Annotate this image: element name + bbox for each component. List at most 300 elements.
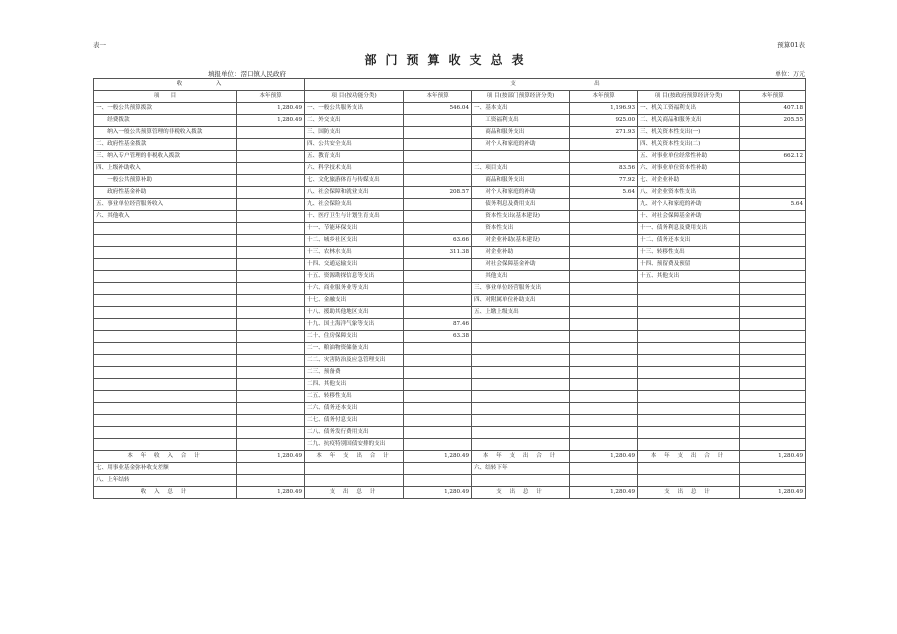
budget-amount-cell (570, 391, 638, 403)
column-header: 项 目(按部门预算经济分类) (472, 91, 570, 103)
item-name-cell: 二三、预备费 (305, 367, 404, 379)
table-row (94, 439, 806, 451)
item-name-cell: 支 出 总 计 (305, 487, 404, 499)
item-name-cell (638, 367, 740, 379)
budget-amount-cell (740, 247, 806, 259)
item-name-cell: 十九、国土海洋气象等支出 (305, 319, 404, 331)
budget-amount-cell (404, 115, 472, 127)
item-name-cell: 十三、转移性支出 (638, 247, 740, 259)
item-name-cell (472, 403, 570, 415)
table-row (94, 295, 806, 307)
column-header: 项 目(按政府预算经济分类) (638, 91, 740, 103)
budget-amount-cell (404, 163, 472, 175)
item-name-cell: 纳入一般公共预算管理的非税收入拨款 (94, 127, 237, 139)
budget-amount-cell: 208.57 (404, 187, 472, 199)
item-name-cell: 六、其他收入 (94, 211, 237, 223)
budget-amount-cell (237, 367, 305, 379)
item-name-cell: 十一、债务利息及费用支出 (638, 223, 740, 235)
budget-amount-cell (570, 271, 638, 283)
table-row (94, 379, 806, 391)
item-name-cell (638, 295, 740, 307)
budget-amount-cell (740, 307, 806, 319)
budget-amount-cell (570, 139, 638, 151)
table-row (94, 271, 806, 283)
budget-amount-cell (237, 295, 305, 307)
item-name-cell: 对社会保障基金补助 (472, 259, 570, 271)
item-name-cell: 四、公共安全支出 (305, 139, 404, 151)
budget-amount-cell (237, 427, 305, 439)
item-name-cell: 本 年 支 出 合 计 (305, 451, 404, 463)
item-name-cell: 十七、金融支出 (305, 295, 404, 307)
item-name-cell: 七、文化旅游体育与传媒支出 (305, 175, 404, 187)
budget-amount-cell (740, 367, 806, 379)
item-name-cell: 支 出 总 计 (472, 487, 570, 499)
item-name-cell (94, 415, 237, 427)
item-name-cell: 八、对企业资本性支出 (638, 187, 740, 199)
item-name-cell: 其他支出 (472, 271, 570, 283)
budget-amount-cell: 546.04 (404, 103, 472, 115)
budget-amount-cell (404, 415, 472, 427)
budget-amount-cell (404, 343, 472, 355)
budget-amount-cell (237, 187, 305, 199)
item-name-cell (638, 463, 740, 475)
item-name-cell: 八、社会保障和就业支出 (305, 187, 404, 199)
budget-amount-cell (404, 259, 472, 271)
item-name-cell: 二七、债务付息支出 (305, 415, 404, 427)
budget-amount-cell (404, 271, 472, 283)
item-name-cell: 一、基本支出 (472, 103, 570, 115)
budget-amount-cell (570, 379, 638, 391)
item-name-cell: 六、对事业单位资本性补助 (638, 163, 740, 175)
budget-amount-cell: 1,280.49 (237, 103, 305, 115)
budget-amount-cell (740, 175, 806, 187)
budget-amount-cell (740, 463, 806, 475)
item-name-cell (94, 247, 237, 259)
item-name-cell (638, 415, 740, 427)
item-name-cell: 七、对企业补助 (638, 175, 740, 187)
budget-amount-cell (570, 247, 638, 259)
budget-amount-cell (237, 163, 305, 175)
budget-amount-cell (237, 175, 305, 187)
budget-amount-cell: 1,280.49 (237, 115, 305, 127)
item-name-cell (472, 343, 570, 355)
budget-amount-cell: 83.56 (570, 163, 638, 175)
budget-amount-cell (237, 211, 305, 223)
item-name-cell: 十八、援助其他地区支出 (305, 307, 404, 319)
table-row (94, 199, 806, 211)
item-name-cell: 二二、灾害防治及应急管理支出 (305, 355, 404, 367)
budget-amount-cell (404, 127, 472, 139)
budget-amount-cell: 63.38 (404, 331, 472, 343)
budget-amount-cell (570, 427, 638, 439)
column-header: 项 目 (94, 91, 237, 103)
budget-amount-cell: 5.64 (570, 187, 638, 199)
budget-amount-cell (237, 271, 305, 283)
item-name-cell (638, 439, 740, 451)
budget-amount-cell (570, 463, 638, 475)
table-row (94, 355, 806, 367)
item-name-cell: 八、上年结转 (94, 475, 237, 487)
item-name-cell: 十四、预留费及预留 (638, 259, 740, 271)
item-name-cell: 收 入 总 计 (94, 487, 237, 499)
budget-amount-cell (404, 139, 472, 151)
budget-amount-cell (740, 223, 806, 235)
budget-amount-cell (404, 211, 472, 223)
budget-amount-cell: 205.55 (740, 115, 806, 127)
table-row (94, 283, 806, 295)
item-name-cell: 二、项目支出 (472, 163, 570, 175)
table-row (94, 103, 806, 115)
item-name-cell (305, 463, 404, 475)
item-name-cell (94, 319, 237, 331)
item-name-cell: 六、科学技术支出 (305, 163, 404, 175)
budget-amount-cell (740, 211, 806, 223)
budget-amount-cell (237, 403, 305, 415)
budget-amount-cell: 407.18 (740, 103, 806, 115)
item-name-cell (94, 235, 237, 247)
budget-amount-cell (237, 307, 305, 319)
budget-amount-cell (237, 463, 305, 475)
item-name-cell: 十二、债务还本支出 (638, 235, 740, 247)
item-name-cell: 本 年 支 出 合 计 (638, 451, 740, 463)
budget-amount-cell (740, 259, 806, 271)
budget-amount-cell (570, 331, 638, 343)
item-name-cell: 二六、债务还本支出 (305, 403, 404, 415)
budget-amount-cell (570, 295, 638, 307)
item-name-cell (94, 427, 237, 439)
budget-amount-cell (404, 175, 472, 187)
item-name-cell (638, 283, 740, 295)
item-name-cell (472, 439, 570, 451)
item-name-cell: 一、机关工资福利支出 (638, 103, 740, 115)
table-row (94, 415, 806, 427)
item-name-cell (94, 343, 237, 355)
column-header: 本年预算 (740, 91, 806, 103)
item-name-cell (94, 379, 237, 391)
item-name-cell: 对个人和家庭的补助 (472, 139, 570, 151)
item-name-cell: 对个人和家庭的补助 (472, 187, 570, 199)
item-name-cell (94, 367, 237, 379)
budget-amount-cell (570, 211, 638, 223)
budget-amount-cell: 1,280.49 (237, 487, 305, 499)
budget-amount-cell: 5.64 (740, 199, 806, 211)
table-row (94, 427, 806, 439)
budget-amount-cell: 925.00 (570, 115, 638, 127)
budget-amount-cell (740, 391, 806, 403)
table-row (94, 367, 806, 379)
budget-amount-cell: 271.93 (570, 127, 638, 139)
budget-amount-cell (404, 283, 472, 295)
column-header: 本年预算 (570, 91, 638, 103)
budget-amount-cell (237, 439, 305, 451)
budget-amount-cell (740, 295, 806, 307)
budget-amount-cell (740, 415, 806, 427)
budget-amount-cell (237, 391, 305, 403)
item-name-cell: 九、社会保险支出 (305, 199, 404, 211)
table-code: 预算01表 (777, 41, 805, 49)
item-name-cell (638, 343, 740, 355)
item-name-cell (638, 307, 740, 319)
item-name-cell (638, 331, 740, 343)
item-name-cell: 十、对社会保障基金补助 (638, 211, 740, 223)
budget-table (93, 78, 806, 499)
table-row (94, 475, 806, 487)
item-name-cell: 六、结转下年 (472, 463, 570, 475)
item-name-cell: 十三、农林水支出 (305, 247, 404, 259)
item-name-cell: 十五、资源勘探信息等支出 (305, 271, 404, 283)
budget-amount-cell (570, 199, 638, 211)
budget-amount-cell (570, 223, 638, 235)
budget-amount-cell: 87.46 (404, 319, 472, 331)
item-name-cell (472, 355, 570, 367)
item-name-cell: 五、上缴上级支出 (472, 307, 570, 319)
table-row (94, 211, 806, 223)
item-name-cell (94, 403, 237, 415)
table-row (94, 307, 806, 319)
item-name-cell (638, 319, 740, 331)
budget-amount-cell (740, 271, 806, 283)
budget-amount-cell (570, 403, 638, 415)
table-row (94, 343, 806, 355)
item-name-cell (638, 391, 740, 403)
budget-amount-cell (237, 355, 305, 367)
item-name-cell (638, 379, 740, 391)
item-name-cell (472, 319, 570, 331)
item-name-cell: 二九、抗疫特别国债安排的支出 (305, 439, 404, 451)
item-name-cell: 一般公共预算补助 (94, 175, 237, 187)
budget-amount-cell (570, 415, 638, 427)
table-row (94, 259, 806, 271)
item-name-cell: 商品和服务支出 (472, 175, 570, 187)
item-name-cell (94, 223, 237, 235)
budget-amount-cell (237, 379, 305, 391)
item-name-cell (94, 331, 237, 343)
item-name-cell: 本 年 收 入 合 计 (94, 451, 237, 463)
table-row (94, 235, 806, 247)
item-name-cell (94, 439, 237, 451)
income-section-header: 收 入 (94, 79, 305, 91)
budget-amount-cell (237, 235, 305, 247)
budget-amount-cell: 1,280.49 (570, 451, 638, 463)
budget-amount-cell (237, 259, 305, 271)
budget-amount-cell (570, 319, 638, 331)
budget-amount-cell (404, 379, 472, 391)
item-name-cell (472, 415, 570, 427)
item-name-cell: 一、一般公共服务支出 (305, 103, 404, 115)
item-name-cell: 二、机关商品和服务支出 (638, 115, 740, 127)
budget-amount-cell (404, 427, 472, 439)
item-name-cell: 四、对附属单位补助支出 (472, 295, 570, 307)
budget-amount-cell (740, 283, 806, 295)
item-name-cell (305, 475, 404, 487)
budget-amount-cell: 63.66 (404, 235, 472, 247)
item-name-cell (638, 403, 740, 415)
item-name-cell: 一、一般公共预算拨款 (94, 103, 237, 115)
column-header: 项 目(按功能分类) (305, 91, 404, 103)
budget-amount-cell (237, 343, 305, 355)
item-name-cell (638, 475, 740, 487)
budget-amount-cell (404, 307, 472, 319)
budget-amount-cell (404, 475, 472, 487)
budget-amount-cell (404, 439, 472, 451)
item-name-cell: 三、国防支出 (305, 127, 404, 139)
budget-amount-cell: 1,280.49 (740, 451, 806, 463)
item-name-cell (638, 355, 740, 367)
expense-section-header: 支 出 (305, 79, 806, 91)
table-row (94, 223, 806, 235)
item-name-cell (94, 355, 237, 367)
budget-amount-cell (740, 235, 806, 247)
item-name-cell (94, 295, 237, 307)
budget-amount-cell (740, 163, 806, 175)
item-name-cell: 债务利息及费用支出 (472, 199, 570, 211)
item-name-cell: 二八、债务发行费用支出 (305, 427, 404, 439)
budget-amount-cell (570, 235, 638, 247)
budget-amount-cell (237, 223, 305, 235)
table-row (94, 391, 806, 403)
budget-amount-cell (237, 283, 305, 295)
budget-amount-cell (237, 199, 305, 211)
budget-amount-cell (740, 187, 806, 199)
item-name-cell: 对企业补助(基本建设) (472, 235, 570, 247)
budget-amount-cell (570, 367, 638, 379)
reporting-unit: 填报单位：滘口镇人民政府 (208, 70, 286, 78)
table-row (94, 319, 806, 331)
item-name-cell: 二一、粮油物资储备支出 (305, 343, 404, 355)
item-name-cell: 十四、交通运输支出 (305, 259, 404, 271)
item-name-cell (472, 391, 570, 403)
budget-amount-cell: 311.38 (404, 247, 472, 259)
item-name-cell: 四、上级补助收入 (94, 163, 237, 175)
item-name-cell: 二五、转移性支出 (305, 391, 404, 403)
budget-amount-cell (570, 307, 638, 319)
item-name-cell: 三、机关资本性支出(一) (638, 127, 740, 139)
item-name-cell: 二十、住房保障支出 (305, 331, 404, 343)
budget-amount-cell (570, 343, 638, 355)
page-title: 部门预算收支总表 (364, 53, 533, 67)
item-name-cell: 资本性支出(基本建设) (472, 211, 570, 223)
budget-amount-cell: 1,280.49 (740, 487, 806, 499)
item-name-cell: 十二、城乡社区支出 (305, 235, 404, 247)
item-name-cell (94, 271, 237, 283)
item-name-cell: 五、对事业单位经常性补助 (638, 151, 740, 163)
item-name-cell: 三、纳入专户管理的非税收入拨款 (94, 151, 237, 163)
budget-amount-cell (404, 151, 472, 163)
budget-amount-cell: 662.12 (740, 151, 806, 163)
table-row (94, 463, 806, 475)
item-name-cell: 五、教育支出 (305, 151, 404, 163)
table-row (94, 151, 806, 163)
item-name-cell: 本 年 支 出 合 计 (472, 451, 570, 463)
item-name-cell: 九、对个人和家庭的补助 (638, 199, 740, 211)
table-row (94, 247, 806, 259)
budget-amount-cell (237, 415, 305, 427)
budget-amount-cell (404, 463, 472, 475)
item-name-cell: 二四、其他支出 (305, 379, 404, 391)
item-name-cell: 七、用事业基金弥补收支差额 (94, 463, 237, 475)
budget-amount-cell (740, 139, 806, 151)
budget-amount-cell (237, 127, 305, 139)
budget-amount-cell (570, 259, 638, 271)
item-name-cell: 政府性基金补助 (94, 187, 237, 199)
budget-amount-cell (570, 355, 638, 367)
budget-amount-cell (237, 247, 305, 259)
item-name-cell (94, 283, 237, 295)
currency-unit: 单位：万元 (774, 71, 805, 78)
table-row (94, 127, 806, 139)
budget-amount-cell (237, 319, 305, 331)
item-name-cell (472, 367, 570, 379)
item-name-cell: 资本性支出 (472, 223, 570, 235)
budget-amount-cell (237, 151, 305, 163)
item-name-cell: 三、事业单位经营服务支出 (472, 283, 570, 295)
table-row (94, 403, 806, 415)
item-name-cell (472, 379, 570, 391)
budget-amount-cell (740, 127, 806, 139)
table-number: 表一 (93, 41, 106, 49)
table-row (94, 139, 806, 151)
budget-amount-cell (740, 439, 806, 451)
budget-amount-cell (740, 403, 806, 415)
budget-amount-cell: 1,196.93 (570, 103, 638, 115)
column-header-row (94, 91, 806, 103)
budget-amount-cell (740, 319, 806, 331)
budget-amount-cell (740, 379, 806, 391)
budget-amount-cell (570, 475, 638, 487)
budget-amount-cell (237, 331, 305, 343)
budget-amount-cell: 1,280.49 (237, 451, 305, 463)
table-row (94, 175, 806, 187)
item-name-cell: 二、外交支出 (305, 115, 404, 127)
item-name-cell: 五、事业单位经营服务收入 (94, 199, 237, 211)
item-name-cell: 支 出 总 计 (638, 487, 740, 499)
budget-amount-cell: 1,280.49 (570, 487, 638, 499)
item-name-cell: 十六、商业服务业等支出 (305, 283, 404, 295)
budget-amount-cell (404, 355, 472, 367)
column-header: 本年预算 (237, 91, 305, 103)
item-name-cell (472, 331, 570, 343)
grand-total-row (94, 487, 806, 499)
item-name-cell: 工资福利支出 (472, 115, 570, 127)
item-name-cell (472, 151, 570, 163)
budget-amount-cell (740, 355, 806, 367)
item-name-cell: 十、医疗卫生与计划生育支出 (305, 211, 404, 223)
budget-amount-cell (404, 391, 472, 403)
budget-amount-cell (740, 331, 806, 343)
item-name-cell (94, 259, 237, 271)
budget-amount-cell (404, 199, 472, 211)
year-total-row (94, 451, 806, 463)
budget-amount-cell (237, 139, 305, 151)
budget-amount-cell: 77.92 (570, 175, 638, 187)
item-name-cell (94, 307, 237, 319)
budget-amount-cell (237, 475, 305, 487)
item-name-cell: 商品和服务支出 (472, 127, 570, 139)
item-name-cell: 四、机关资本性支出(二) (638, 139, 740, 151)
item-name-cell (472, 475, 570, 487)
table-row (94, 163, 806, 175)
item-name-cell: 经费拨款 (94, 115, 237, 127)
budget-amount-cell (404, 403, 472, 415)
budget-amount-cell: 1,280.49 (404, 451, 472, 463)
budget-amount-cell (740, 343, 806, 355)
budget-amount-cell: 1,280.49 (404, 487, 472, 499)
budget-amount-cell (570, 283, 638, 295)
item-name-cell (472, 427, 570, 439)
budget-amount-cell (740, 427, 806, 439)
item-name-cell (638, 427, 740, 439)
item-name-cell (94, 391, 237, 403)
